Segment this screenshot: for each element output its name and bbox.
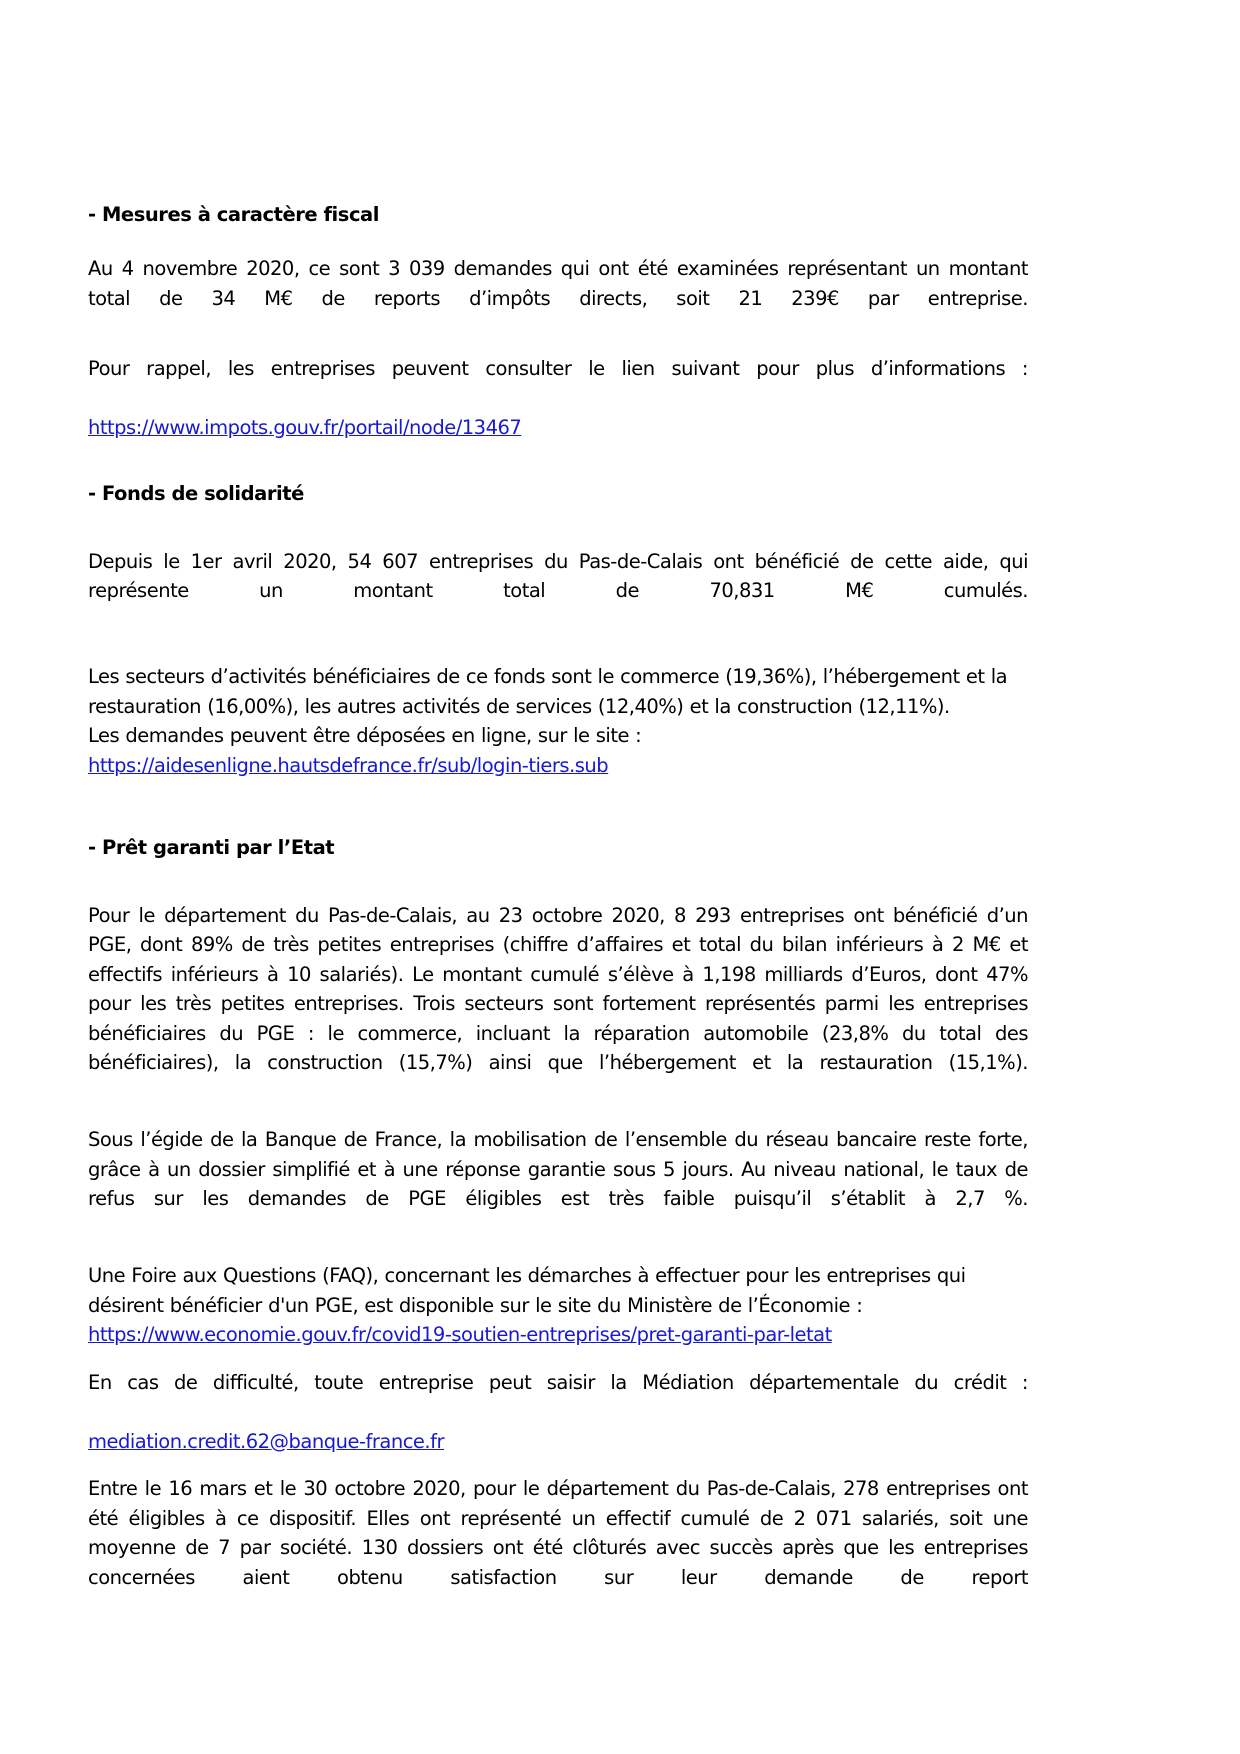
spacer	[88, 1456, 1028, 1474]
link-mediation-credit-email[interactable]: mediation.credit.62@banque-france.fr	[88, 1429, 444, 1453]
paragraph-fonds-solidarite-2: Les secteurs d’activités bénéficiaires de ce fonds sont le commerce (19,36%), l’hébergement et la restauration (16,00%), les autres activités de services (12,40%) et la construction (12,11%).	[88, 665, 1008, 718]
paragraph-mesures-fiscales-2: Pour rappel, les entreprises peuvent consulter le lien suivant pour plus d’informations :	[88, 356, 1028, 380]
paragraph-pge-2: Sous l’égide de la Banque de France, la mobilisation de l’ensemble du réseau bancaire reste forte, grâce à un dossier simplifié et à une réponse garantie sous 5 jours. Au niveau national, le taux de refus sur les demandes de PGE éligibles est très faible puisqu’il s’établit à 2,7 %.	[88, 1128, 1028, 1211]
paragraph-fonds-solidarite-3: Les demandes peuvent être déposées en ligne, sur le site :	[88, 724, 642, 748]
spacer	[88, 442, 1028, 482]
spacer	[88, 1243, 1028, 1261]
spacer	[88, 343, 1028, 354]
paragraph-mediation-credit: En cas de difficulté, toute entreprise peut saisir la Médiation départementale du crédit :	[88, 1370, 1028, 1394]
spacer	[88, 1107, 1028, 1125]
link-line-impots	[88, 413, 1028, 443]
document-body	[88, 203, 1028, 1622]
link-aidesenligne-hautsdefrance[interactable]: https://aidesenligne.hautsdefrance.fr/sub/login-tiers.sub	[88, 753, 609, 777]
spacer	[88, 507, 1028, 547]
section-heading-mesures-fiscales: - Mesures à caractère fiscal	[88, 203, 379, 226]
spacer	[88, 635, 1028, 662]
spacer	[88, 227, 1028, 254]
spacer	[88, 1350, 1028, 1368]
section-heading-pret-garanti-etat: - Prêt garanti par l’Etat	[88, 836, 335, 860]
link-line-mediation-email	[88, 1427, 1028, 1457]
paragraph-mesures-fiscales-1: Au 4 novembre 2020, ce sont 3 039 demandes qui ont été examinées représentant un montant total de 34 M€ de reports d’impôts directs, soit 21 239€ par entreprise.	[88, 257, 1028, 310]
spacer	[88, 780, 1028, 836]
link-line-aidesenligne	[88, 751, 1028, 781]
paragraph-fonds-solidarite-1: Depuis le 1er avril 2020, 54 607 entreprises du Pas-de-Calais ont bénéficié de cette aide, qui représente un montant total de 70,831 M€ cumulés.	[88, 549, 1028, 603]
link-economie-gouv[interactable]: https://www.economie.gouv.fr/covid19-soutien-entreprises/pret-garanti-par-letat	[88, 1323, 832, 1347]
paragraph-pge-closing: Entre le 16 mars et le 30 octobre 2020, pour le département du Pas-de-Calais, 278 entreprises ont été éligibles à ce dispositif. Elles ont représenté un effectif cumulé de 2 071 salariés, soit une moyenne de 7 par société. 130 dossiers ont été clôturés avec succès après que les entreprises concernées aient obtenu satisfaction sur leur demande de report	[88, 1477, 1028, 1589]
section-heading-fonds-solidarite: - Fonds de solidarité	[88, 482, 304, 506]
link-impots-gouv[interactable]: https://www.impots.gouv.fr/portail/node/13467	[88, 415, 522, 439]
spacer	[88, 861, 1028, 901]
paragraph-pge-3: Une Foire aux Questions (FAQ), concernant les démarches à effectuer pour les entreprises qui désirent bénéficier d'un PGE, est disponible sur le site du Ministère de l’Économie :	[88, 1264, 966, 1317]
link-line-economie	[88, 1320, 1028, 1350]
paragraph-pge-1: Pour le département du Pas-de-Calais, au 23 octobre 2020, 8 293 entreprises ont bénéficié d’un PGE, dont 89% de très petites entreprises (chiffre d’affaires et total du bilan inférieurs à 2 M€ et effectifs inférieurs à 10 salariés). Le montant cumulé s’élève à 1,198 milliards d’Euros, dont 47% pour les très petites entreprises. Trois secteurs sont fortement représentés parmi les entreprises bénéficiaires du PGE : le commerce, incluant la réparation automobile (23,8% du total des bénéficiaires), la construction (15,7%) ainsi que l’hébergement et la restauration (15,1%).	[88, 903, 1028, 1075]
